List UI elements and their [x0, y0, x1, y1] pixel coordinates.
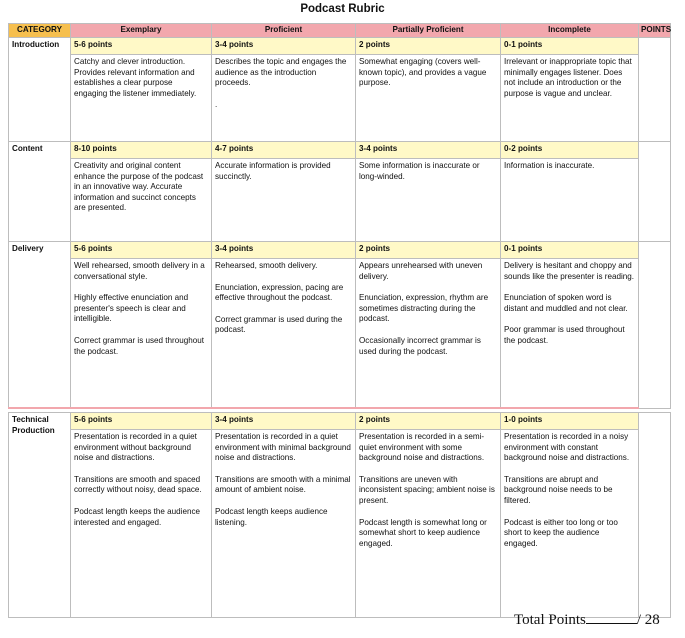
description-text: Information is inaccurate.	[504, 161, 595, 170]
description-text: Presentation is recorded in a noisy environment with constant background noise and distractions.	[504, 432, 630, 463]
points-range-cell: 0-1 points	[501, 38, 639, 55]
description-cell	[356, 430, 501, 618]
total-points-blank[interactable]	[586, 611, 637, 624]
description-text: Highly effective enunciation and presenter's speech is clear and intelligible.	[74, 293, 189, 324]
description-cell	[356, 159, 501, 242]
points-range-cell: 2 points	[356, 413, 501, 430]
description-cell	[501, 430, 639, 618]
description-text: Poor grammar is used throughout the podcast.	[504, 325, 625, 345]
total-points-label: Total Points	[514, 612, 586, 628]
header-points: POINTS	[639, 24, 671, 38]
points-entry-cell[interactable]	[639, 413, 671, 618]
description-cell	[212, 430, 356, 618]
points-range-cell: 4-7 points	[212, 142, 356, 159]
description-text: Accurate information is provided succinctly.	[215, 161, 331, 181]
rubric-row-delivery	[9, 242, 671, 259]
description-text: Presentation is recorded in a semi-quiet environment with some background noise and distractions.	[359, 432, 485, 463]
header-exemplary: Exemplary	[71, 24, 212, 38]
description-cell	[501, 55, 639, 142]
category-cell: Content	[9, 142, 71, 242]
points-range-cell: 3-4 points	[212, 413, 356, 430]
description-text: Presentation is recorded in a quiet environment without background noise and distractions.	[74, 432, 197, 463]
description-text: Occasionally incorrect grammar is used during the podcast.	[359, 335, 481, 356]
description-text: Enunciation, expression, rhythm are sometimes distracting during the podcast.	[359, 293, 489, 324]
description-text: Transitions are abrupt and background noise needs to be filtered.	[504, 474, 613, 505]
points-entry-cell[interactable]	[639, 38, 671, 142]
description-text: Well rehearsed, smooth delivery in a conversational style.	[74, 261, 205, 281]
rubric-title: Podcast Rubric	[300, 3, 385, 15]
description-cell	[501, 259, 639, 409]
description-text: Enunciation of spoken word is distant and muddled and not clear.	[504, 293, 628, 313]
description-text: Rehearsed, smooth delivery.	[215, 261, 318, 270]
total-points-max: / 28	[636, 612, 660, 628]
description-cell	[212, 259, 356, 409]
category-cell: Introduction	[9, 38, 71, 142]
description-cell	[356, 55, 501, 142]
rubric-body	[9, 24, 671, 618]
description-text: Appears unrehearsed with uneven delivery.	[359, 261, 483, 281]
rubric-row-delivery-descriptions	[9, 259, 671, 409]
description-text: Podcast length is somewhat long or somewhat short to keep audience engaged.	[359, 517, 487, 548]
points-range-cell: 3-4 points	[356, 142, 501, 159]
points-range-cell: 3-4 points	[212, 38, 356, 55]
description-text: Transitions are uneven with inconsistent spacing; ambient noise is present.	[359, 474, 495, 505]
description-text: Podcast is either too long or too short to keep the audience engaged.	[504, 517, 618, 548]
points-range-cell: 5-6 points	[71, 413, 212, 430]
points-range-cell: 5-6 points	[71, 242, 212, 259]
description-text: Podcast length keeps audience listening.	[215, 506, 328, 527]
total-points	[514, 611, 660, 629]
rubric-row-content	[9, 142, 671, 159]
rubric-row-technical-production	[9, 413, 671, 430]
description-cell	[212, 159, 356, 242]
description-text: Transitions are smooth with a minimal amount of ambient noise.	[215, 474, 351, 495]
points-range-cell: 0-1 points	[501, 242, 639, 259]
description-text: Somewhat engaging (covers well-known topic), and provides a vague purpose.	[359, 57, 487, 88]
points-range-cell: 1-0 points	[501, 413, 639, 430]
points-range-cell: 3-4 points	[212, 242, 356, 259]
description-text: Presentation is recorded in a quiet environment with minimal background noise and distractions.	[215, 432, 351, 463]
description-text: Some information is inaccurate or long-winded.	[359, 161, 480, 181]
rubric-row-technical-production-descriptions	[9, 430, 671, 618]
description-text: Correct grammar is used during the podcast.	[215, 314, 343, 335]
header-proficient: Proficient	[212, 24, 356, 38]
header-partially-proficient: Partially Proficient	[356, 24, 501, 38]
description-cell	[71, 159, 212, 242]
category-cell: Delivery	[9, 242, 71, 409]
rubric-table	[8, 23, 671, 618]
points-range-cell: 2 points	[356, 242, 501, 259]
description-cell	[71, 430, 212, 618]
points-entry-cell[interactable]	[639, 142, 671, 242]
description-text: Creativity and original content enhance the purpose of the podcast in an innovative way. Accurate information and succinct concepts are presented.	[74, 161, 204, 213]
description-cell	[356, 259, 501, 409]
points-range-cell: 8-10 points	[71, 142, 212, 159]
description-text: Transitions are smooth and spaced correctly without noisy, dead space.	[74, 474, 202, 495]
description-cell	[71, 259, 212, 409]
description-cell	[212, 55, 356, 142]
description-text: Correct grammar is used throughout the podcast.	[74, 335, 205, 356]
description-text: Irrelevant or inappropriate topic that minimally engages listener. Does not include an introduction or the purpose is vague and unclear.	[504, 57, 632, 98]
header-row	[9, 24, 671, 38]
description-cell	[501, 159, 639, 242]
header-incomplete: Incomplete	[501, 24, 639, 38]
description-text: Catchy and clever introduction. Provides relevant information and establishes a clear purpose engaging the listener immediately.	[74, 57, 197, 98]
description-text: Describes the topic and engages the audience as the introduction proceeds.	[215, 57, 347, 88]
points-range-cell: 0-2 points	[501, 142, 639, 159]
category-cell: Technical Production	[9, 413, 71, 618]
points-entry-cell[interactable]	[639, 242, 671, 409]
description-text: Podcast length keeps the audience interested and engaged.	[74, 506, 200, 527]
description-text: Delivery is hesitant and choppy and sounds like the presenter is reading.	[504, 261, 635, 281]
rubric-row-introduction-descriptions	[9, 55, 671, 142]
rubric-row-content-descriptions	[9, 159, 671, 242]
description-cell	[71, 55, 212, 142]
header-category: CATEGORY	[9, 24, 71, 38]
description-text: Enunciation, expression, pacing are effective throughout the podcast.	[215, 282, 344, 303]
points-range-cell: 2 points	[356, 38, 501, 55]
points-range-cell: 5-6 points	[71, 38, 212, 55]
description-text: .	[215, 99, 218, 109]
rubric-row-introduction	[9, 38, 671, 55]
